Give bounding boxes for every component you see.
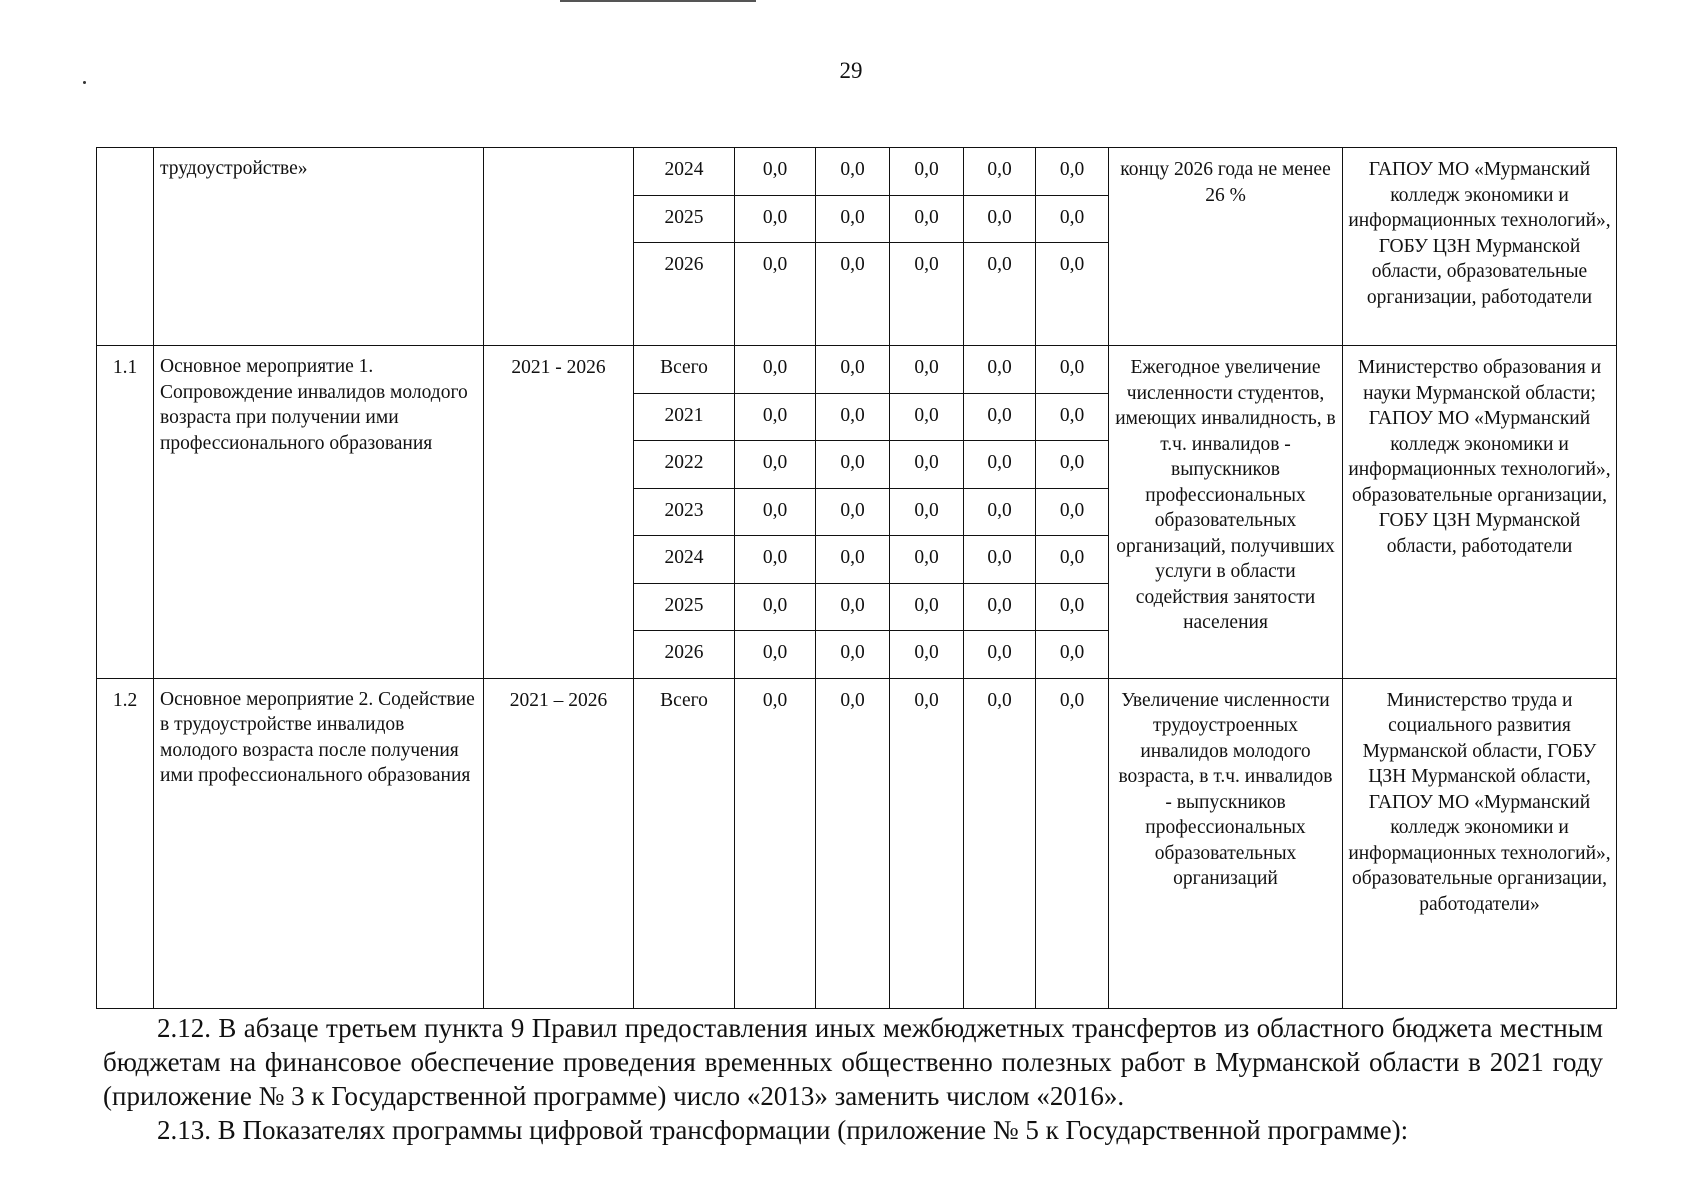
executors-cell: Министерство образования и науки Мурманской области; ГАПОУ МО «Мурманский колледж экономики и информационных технологий», образовательные организации, ГОБУ ЦЗН Мурманской области, работодатели (1343, 346, 1617, 679)
year-cell: 2021 (634, 393, 735, 441)
value-cell: 0,0 (964, 441, 1036, 489)
item-title-cell: Основное мероприятие 1. Сопровождение инвалидов молодого возраста при получении ими профессионального образования (154, 346, 484, 679)
item-number-cell: 1.1 (97, 346, 154, 679)
value-cell: 0,0 (890, 631, 964, 679)
item-period-cell: 2021 – 2026 (484, 678, 634, 1008)
page-number: 29 (839, 58, 863, 83)
scan-artifact-line (560, 0, 756, 2)
value-cell: 0,0 (890, 536, 964, 584)
program-table (96, 147, 1617, 1009)
value-cell: 0,0 (1036, 536, 1109, 584)
year-cell: 2022 (634, 441, 735, 489)
value-cell: 0,0 (964, 393, 1036, 441)
item-title-cell: трудоустройстве» (154, 148, 484, 346)
value-cell: 0,0 (735, 346, 816, 394)
value-cell: 0,0 (816, 148, 890, 196)
value-cell: 0,0 (735, 441, 816, 489)
value-cell: 0,0 (964, 346, 1036, 394)
value-cell: 0,0 (735, 393, 816, 441)
result-cell: Ежегодное увеличение численности студентов, имеющих инвалидность, в т.ч. инвалидов - выпускников профессиональных образовательных организаций, получивших услуги в области содействия занятости населения (1109, 346, 1343, 679)
value-cell: 0,0 (1036, 583, 1109, 631)
year-cell: 2026 (634, 631, 735, 679)
value-cell: 0,0 (1036, 488, 1109, 536)
value-cell: 0,0 (816, 536, 890, 584)
value-cell: 0,0 (1036, 678, 1109, 1008)
value-cell: 0,0 (890, 393, 964, 441)
value-cell: 0,0 (816, 195, 890, 243)
value-cell: 0,0 (735, 488, 816, 536)
value-cell: 0,0 (964, 195, 1036, 243)
value-cell: 0,0 (735, 583, 816, 631)
value-cell: 0,0 (964, 148, 1036, 196)
value-cell: 0,0 (816, 346, 890, 394)
value-cell: 0,0 (1036, 346, 1109, 394)
value-cell: 0,0 (735, 195, 816, 243)
executors-cell: Министерство труда и социального развития Мурманской области, ГОБУ ЦЗН Мурманской области, ГАПОУ МО «Мурманский колледж экономики и информационных технологий», образовательные организации, работодатели» (1343, 678, 1617, 1008)
result-cell: концу 2026 года не менее 26 % (1109, 148, 1343, 346)
paragraph-2-12: 2.12. В абзаце третьем пункта 9 Правил предоставления иных межбюджетных трансфертов из областного бюджета местным бюджетам на финансовое обеспечение проведения временных общественно полезных работ в Мурманской области в 2021 году (приложение № 3 к Государственной программе) число «2013» заменить числом «2016». (103, 1013, 1603, 1111)
value-cell: 0,0 (1036, 243, 1109, 346)
value-cell: 0,0 (890, 441, 964, 489)
value-cell: 0,0 (816, 441, 890, 489)
item-number-cell: 1.2 (97, 678, 154, 1008)
value-cell: 0,0 (964, 243, 1036, 346)
value-cell: 0,0 (735, 536, 816, 584)
value-cell: 0,0 (1036, 631, 1109, 679)
value-cell: 0,0 (964, 631, 1036, 679)
item-title-cell: Основное мероприятие 2. Содействие в трудоустройстве инвалидов молодого возраста после получения ими профессионального образования (154, 678, 484, 1008)
value-cell: 0,0 (890, 148, 964, 196)
result-cell: Увеличение численности трудоустроенных инвалидов молодого возраста, в т.ч. инвалидов - выпускников профессиональных образовательных организаций (1109, 678, 1343, 1008)
value-cell: 0,0 (816, 678, 890, 1008)
value-cell: 0,0 (964, 536, 1036, 584)
table-row (97, 678, 1617, 1008)
paragraph-2-13: 2.13. В Показателях программы цифровой трансформации (приложение № 5 к Государственной программе): (157, 1115, 1409, 1145)
value-cell: 0,0 (1036, 148, 1109, 196)
year-cell: 2024 (634, 536, 735, 584)
value-cell: 0,0 (816, 393, 890, 441)
table-row (97, 148, 1617, 196)
year-cell: 2025 (634, 583, 735, 631)
item-number-cell (97, 148, 154, 346)
value-cell: 0,0 (890, 346, 964, 394)
item-period-cell: 2021 - 2026 (484, 346, 634, 679)
value-cell: 0,0 (890, 488, 964, 536)
year-cell: 2025 (634, 195, 735, 243)
year-cell: Всего (634, 678, 735, 1008)
value-cell: 0,0 (816, 488, 890, 536)
value-cell: 0,0 (1036, 393, 1109, 441)
value-cell: 0,0 (816, 583, 890, 631)
year-cell: 2023 (634, 488, 735, 536)
value-cell: 0,0 (964, 678, 1036, 1008)
value-cell: 0,0 (890, 678, 964, 1008)
value-cell: 0,0 (964, 488, 1036, 536)
body-text (103, 1011, 1603, 1147)
year-cell: 2024 (634, 148, 735, 196)
value-cell: 0,0 (816, 243, 890, 346)
table-row (97, 346, 1617, 394)
value-cell: 0,0 (816, 631, 890, 679)
value-cell: 0,0 (735, 678, 816, 1008)
executors-cell: ГАПОУ МО «Мурманский колледж экономики и информационных технологий», ГОБУ ЦЗН Мурманской области, образовательные организации, работодатели (1343, 148, 1617, 346)
value-cell: 0,0 (735, 631, 816, 679)
value-cell: 0,0 (890, 583, 964, 631)
value-cell: 0,0 (890, 243, 964, 346)
item-period-cell (484, 148, 634, 346)
value-cell: 0,0 (1036, 195, 1109, 243)
year-cell: 2026 (634, 243, 735, 346)
year-cell: Всего (634, 346, 735, 394)
value-cell: 0,0 (890, 195, 964, 243)
value-cell: 0,0 (964, 583, 1036, 631)
value-cell: 0,0 (735, 148, 816, 196)
value-cell: 0,0 (1036, 441, 1109, 489)
value-cell: 0,0 (735, 243, 816, 346)
